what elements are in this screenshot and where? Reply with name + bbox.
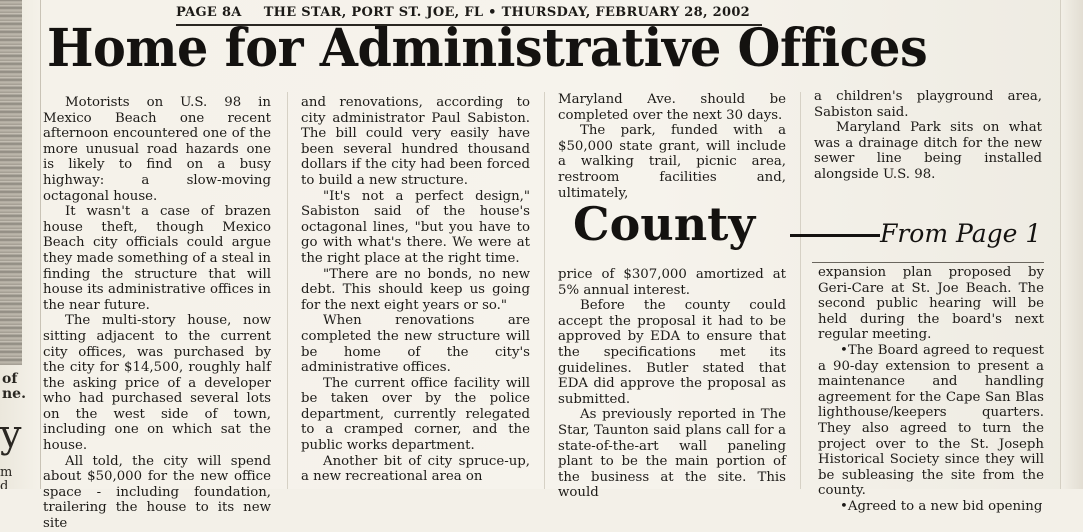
jump-rule — [790, 234, 880, 237]
paragraph: All told, the city will spend about $50,000 for the new office space - including foundation, trailering the house to its new site — [43, 453, 271, 532]
paragraph: •The Board agreed to request a 90-day extension to present a maintenance and handling agreement for the Cape San Blas lighthouse/keepers quarters. They also agreed to turn the project over to the St. Joseph Historical Society since they will be subleasing the site from the county. — [818, 342, 1044, 499]
paragraph: "There are no bonds, no new debt. This should keep us going for the next eight years or so." — [301, 266, 530, 313]
photo-fragment — [0, 0, 22, 365]
page-edge — [1060, 0, 1083, 489]
folio-date: THURSDAY, FEBRUARY 28, 2002 — [501, 5, 751, 20]
article-column-4 — [814, 89, 1042, 183]
paragraph: When renovations are completed the new structure will be home of the city's administrative offices. — [301, 313, 530, 376]
paragraph: Before the county could accept the proposal it had to be approved by EDA to ensure that the specifications met its guidelines. Butler stated that EDA did approve the proposal as submitted. — [558, 298, 786, 407]
paragraph: Maryland Ave. should be completed over the next 30 days. — [558, 92, 786, 123]
county-column-2 — [818, 265, 1044, 515]
text-fragment-2: d — [0, 479, 9, 489]
folio-publication: THE STAR, PORT ST. JOE, FL — [263, 5, 484, 20]
folio-separator: • — [488, 5, 497, 20]
paragraph: The park, funded with a $50,000 state grant, will include a walking trail, picnic area, restroom facilities and, ultimately, — [558, 123, 786, 201]
column-gutter — [287, 92, 288, 489]
paragraph: Motorists on U.S. 98 in Mexico Beach one recent afternoon encountered one of the more unusual road hazards one is likely to find on a busy highway: a slow-moving octagonal house. — [43, 95, 271, 204]
county-jump-heading: County — [573, 197, 756, 251]
jump-line: From Page 1 — [880, 219, 1042, 248]
column-gutter — [544, 92, 545, 489]
paragraph: Maryland Park sits on what was a drainage ditch for the new sewer line being installed alongside U.S. 98. — [814, 120, 1042, 182]
paragraph: The current office facility will be taken over by the police department, currently relegated to a cramped corner, and the public works department. — [301, 375, 530, 454]
county-column-1 — [558, 267, 786, 501]
article-headline: Home for Administrative Offices — [47, 18, 928, 79]
article-column-1 — [43, 95, 271, 532]
headline-fragment: y — [0, 412, 22, 456]
caption-fragment-2: ne. — [2, 386, 26, 402]
divider — [812, 262, 1044, 263]
adjacent-page-fragment — [0, 0, 41, 489]
caption-fragment-1: of — [2, 371, 18, 387]
paragraph: "It's not a perfect design," Sabiston said of the house's octagonal lines, "but you have to go with what's there. We were at the right place at the right time. — [301, 188, 530, 266]
paragraph: The multi-story house, now sitting adjacent to the current city offices, was purchased by the city for $14,500, roughly half the asking price of a developer who had purchased several lots on the west side of town, including one on which sat the house. — [43, 313, 271, 454]
text-fragment-1: m — [0, 465, 13, 480]
paragraph: price of $307,000 amortized at 5% annual interest. — [558, 267, 786, 298]
article-column-2 — [301, 95, 530, 485]
paragraph: Another bit of city spruce-up, a new recreational area on — [301, 453, 530, 485]
paragraph: a children's playground area, Sabiston said. — [814, 89, 1042, 120]
paragraph: and renovations, according to city administrator Paul Sabiston. The bill could very easily have been several hundred thousand dollars if the city had been forced to build a new structure. — [301, 95, 530, 188]
paragraph: •Agreed to a new bid opening — [840, 498, 1043, 514]
article-column-3 — [558, 92, 786, 201]
paragraph: It wasn't a case of brazen house theft, though Mexico Beach city officials could argue they made something of a steal in finding the structure that will house its administrative offices in the near future. — [43, 204, 271, 313]
column-gutter — [800, 92, 801, 489]
paragraph: expansion plan proposed by Geri-Care at St. Joe Beach. The second public hearing will be held during the board's next regular meeting. — [818, 265, 1044, 343]
folio-page-number: PAGE 8A — [176, 5, 242, 20]
paragraph: As previously reported in The Star, Taunton said plans call for a state-of-the-art wall paneling plant to be the main portion of the business at the site. This would — [558, 407, 786, 501]
